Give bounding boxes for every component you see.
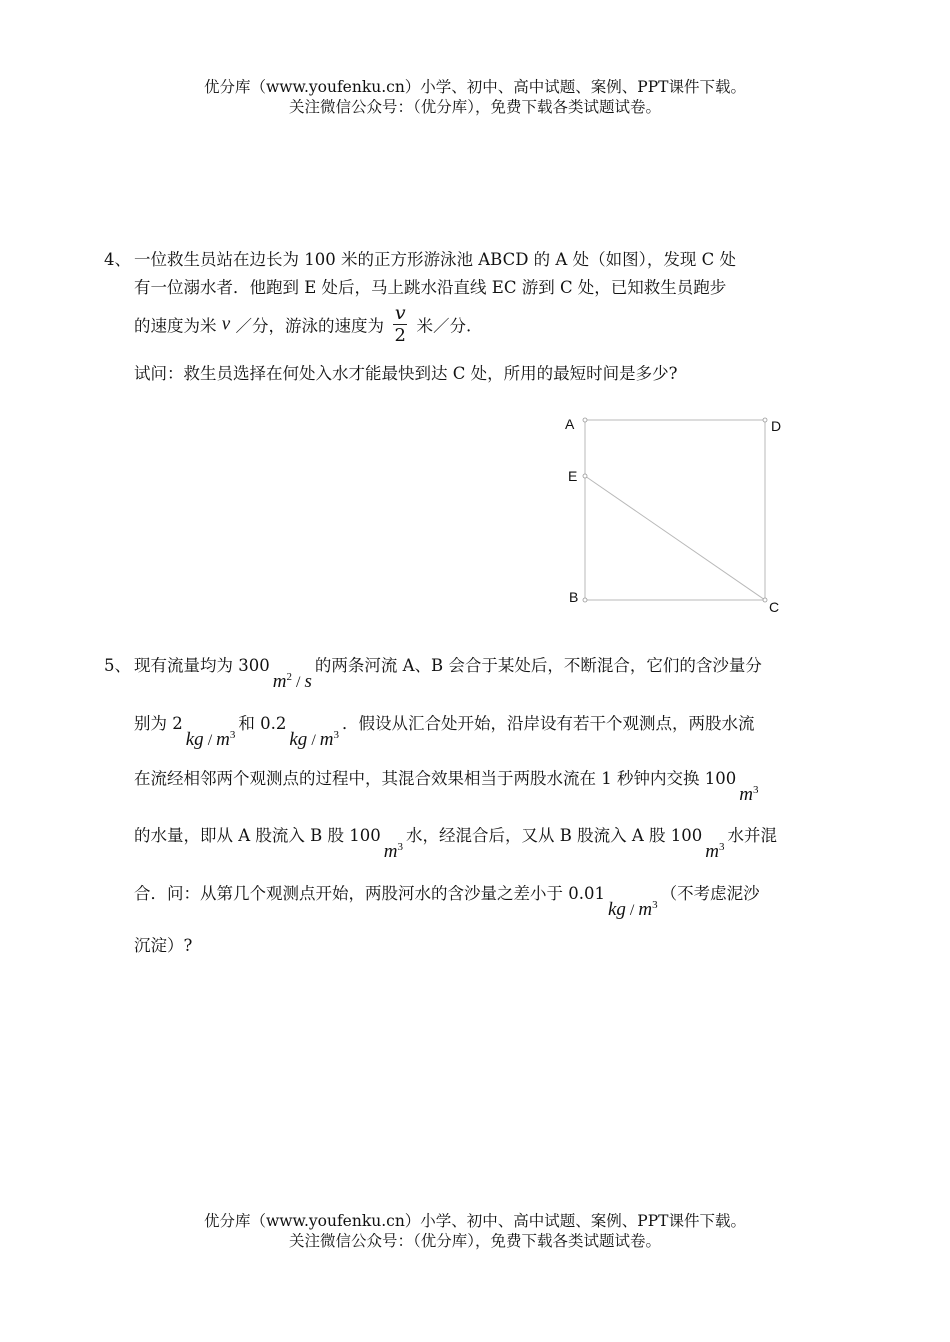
unit-m3 [705,841,724,863]
unit-m: m [216,729,230,750]
q5-line-5-b: （不考虑泥沙 [660,884,760,903]
unit-kg: kg [289,729,308,750]
page-header [0,77,950,117]
unit-kg-per-m3 [186,729,236,751]
unit-kg-per-m3 [608,899,658,921]
unit-kg: kg [185,729,204,750]
unit-exponent: 3 [719,841,725,853]
q4-line-1: 一位救生员站在边长为 100 米的正方形游泳池 ABCD 的 A 处（如图），发现 C 处 [134,250,736,269]
q5-line-2-b: 和 0.2 [238,714,287,733]
question-4-number: 4、 [104,250,131,269]
q4-line-2: 有一位溺水者．他跑到 E 处后，马上跳水沿直线 EC 游到 C 处，已知救生员跑步 [134,278,727,297]
q5-line-1-a: 现有流量均为 300 [134,656,270,675]
q5-line-5-a: 合．问：从第几个观测点开始，两股河水的含沙量之差小于 0.01 [134,884,605,903]
unit-kg: kg [607,899,626,920]
unit-m: m [739,784,753,805]
unit-exponent: 3 [229,729,236,741]
q5-line-5 [134,880,760,921]
header-line-2: 关注微信公众号：（优分库），免费下载各类试题试卷。 [288,98,661,116]
q5-line-3-a: 在流经相邻两个观测点的过程中，其混合效果相当于两股水流在 1 秒钟内交换 100 [134,769,737,788]
q5-line-1 [134,652,762,693]
variable-v: v [221,313,231,335]
q5-line-2-a: 别为 2 [134,714,183,733]
q4-line-4: 试问：救生员选择在何处入水才能最快到达 C 处，所用的最短时间是多少? [134,364,678,383]
square-abcd [585,420,765,600]
q5-line-3 [134,765,761,806]
point-c [763,598,767,602]
unit-exponent: 3 [397,841,403,853]
header-line-1: 优分库（www.youfenku.cn）小学、初中、高中试题、案例、PPT课件下载。 [203,78,747,96]
unit-m: m [319,729,334,750]
unit-m: m [638,899,653,920]
page-footer [0,1211,950,1251]
fraction-v-over-2 [393,302,407,347]
pool-figure [560,410,790,615]
unit-m2-per-s [273,671,312,693]
unit-exponent: 3 [652,899,658,911]
q4-line-3 [134,302,471,347]
unit-slash: / [203,732,217,749]
unit-slash: / [625,902,639,919]
unit-exponent: 3 [333,729,339,741]
fraction-numerator: v [394,302,406,324]
point-e [583,474,587,478]
question-5-number: 5、 [104,656,131,675]
q4-line-3-b: ／分，游泳的速度为 [235,316,384,336]
footer-line-1: 优分库（www.youfenku.cn）小学、初中、高中试题、案例、PPT课件下载。 [203,1212,747,1230]
label-b: B [569,589,579,605]
unit-slash: / [307,732,320,749]
unit-m3 [739,784,758,806]
unit-m3 [384,841,403,863]
q4-line-3-c: 米／分. [416,316,472,336]
unit-kg-per-m3 [289,729,339,751]
point-a [583,418,587,422]
label-a: A [565,416,575,432]
q5-line-4-c: 水并混 [727,826,777,845]
q5-line-1-b: 的两条河流 A、B 会合于某处后，不断混合，它们的含沙量分 [314,656,762,675]
unit-m: m [705,841,719,862]
label-d: D [771,418,782,434]
q5-line-6: 沉淀）? [134,936,193,955]
label-e: E [568,468,578,484]
q5-line-4 [134,822,777,863]
q5-line-4-a: 的水量，即从 A 股流入 B 股 100 [134,826,381,845]
unit-slash: / [291,674,305,691]
unit-tail: s [304,671,312,692]
point-d [763,418,767,422]
footer-line-2: 关注微信公众号：（优分库），免费下载各类试题试卷。 [288,1232,661,1250]
label-c: C [769,599,780,615]
q5-line-2 [134,710,755,751]
q5-line-2-c: ．假设从汇合处开始，沿岸设有若干个观测点，两股水流 [342,714,755,733]
unit-exponent: 2 [286,671,292,683]
unit-m: m [383,841,398,862]
unit-exponent: 3 [752,784,759,796]
segment-ec [585,476,765,600]
q5-line-4-b: 水，经混合后，又从 B 股流入 A 股 100 [406,826,703,845]
fraction-denominator: 2 [394,325,406,346]
q4-line-3-a: 的速度为米 [134,316,217,336]
unit-base: m [272,671,287,692]
point-b [583,598,587,602]
